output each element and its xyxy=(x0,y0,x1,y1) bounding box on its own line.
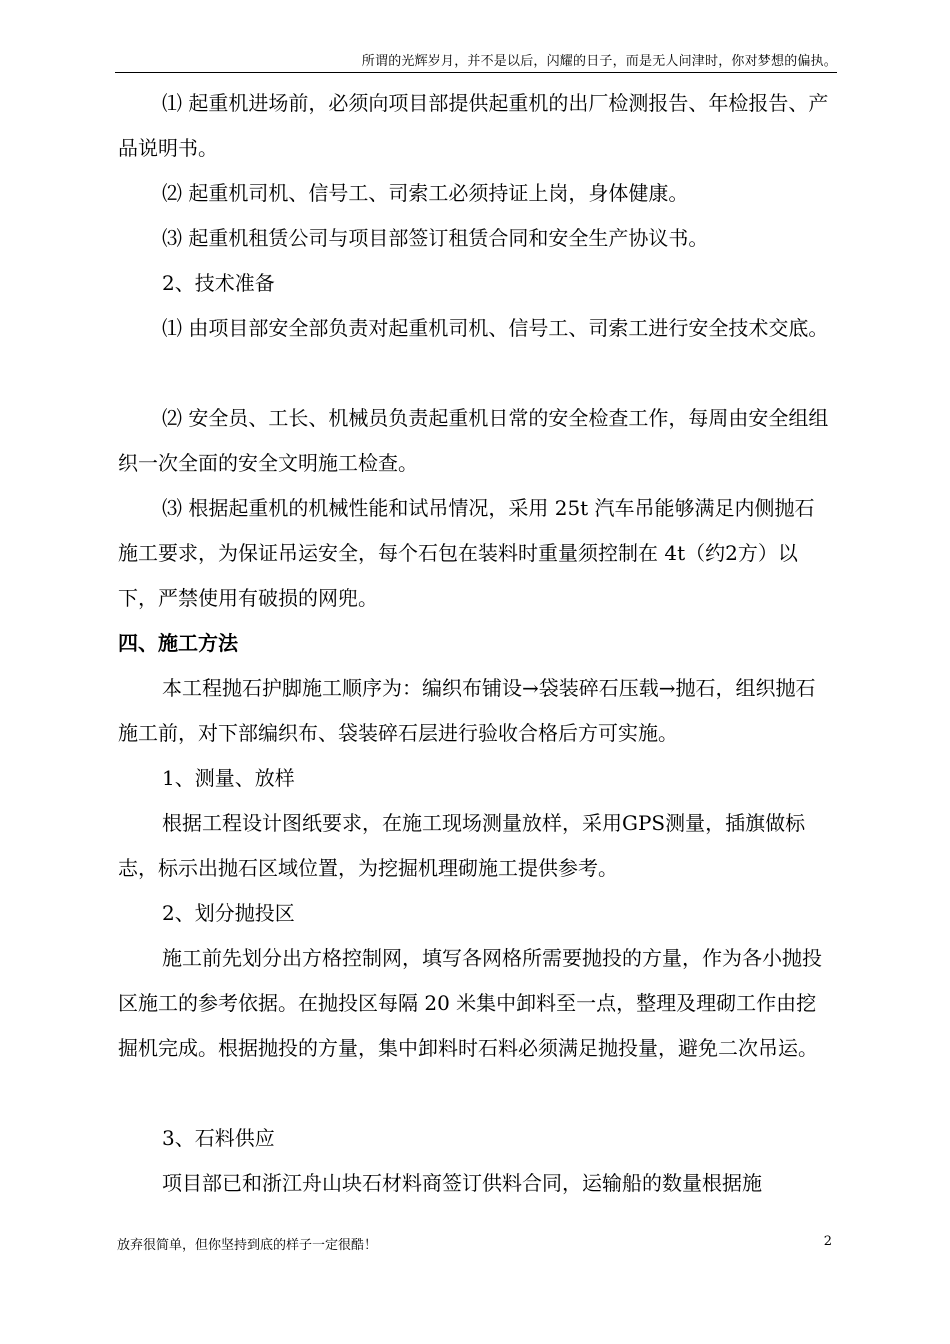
subheading-tech-prep: 2、技术准备 xyxy=(162,271,275,295)
footer-page-number: 2 xyxy=(823,1234,832,1249)
paragraph-construction-sequence: 本工程抛石护脚施工顺序为：编织布铺设→袋装碎石压载→抛石，组织抛石施工前，对下部编织布、袋装碎石层进行验收合格后方可实施。 xyxy=(118,676,816,745)
section-heading-methods: 四、施工方法 xyxy=(118,631,238,655)
paragraph-crane-capacity: ⑶ 根据起重机的机械性能和试吊情况，采用 25t 汽车吊能够满足内侧抛石施工要求，为保证吊运安全，每个石包在装料时重量须控制在 4t（约2方）以下，严禁使用有破损的网兜。 xyxy=(118,496,815,610)
paragraph-survey: 根据工程设计图纸要求，在施工现场测量放样，采用GPS测量，插旗做标志，标示出抛石区域位置，为挖掘机理砌施工提供参考。 xyxy=(118,811,806,880)
paragraph-crane-operators: ⑵ 起重机司机、信号工、司索工必须持证上岗，身体健康。 xyxy=(162,181,689,205)
paragraph-lease-contract: ⑶ 起重机租赁公司与项目部签订租赁合同和安全生产协议书。 xyxy=(162,226,709,250)
paragraph-stone-supply: 项目部已和浙江舟山块石材料商签订供料合同，运输船的数量根据施 xyxy=(162,1171,762,1195)
footer-slogan: 放弃很简单，但你坚持到底的样子一定很酷！ xyxy=(117,1238,378,1253)
header-motto: 所谓的光辉岁月，并不是以后，闪耀的日子，而是无人问津时，你对梦想的偏执。 xyxy=(361,54,837,69)
paragraph-zones: 施工前先划分出方格控制网，填写各网格所需要抛投的方量，作为各小抛投区施工的参考依据。在抛投区每隔 20 米集中卸料至一点，整理及理砌工作由挖掘机完成。根据抛投的方量，集中卸料时石料必须满足抛投量，避免二次吊运。 xyxy=(118,946,822,1060)
paragraph-safety-briefing: ⑴ 由项目部安全部负责对起重机司机、信号工、司索工进行安全技术交底。 xyxy=(162,316,829,340)
paragraph-safety-inspection: ⑵ 安全员、工长、机械员负责起重机日常的安全检查工作，每周由安全组组织一次全面的安全文明施工检查。 xyxy=(118,406,829,475)
header-rule xyxy=(115,72,837,73)
subheading-survey: 1、测量、放样 xyxy=(162,766,295,790)
subheading-zones: 2、划分抛投区 xyxy=(162,901,295,925)
subheading-stone-supply: 3、石料供应 xyxy=(162,1126,275,1150)
paragraph-crane-documents: ⑴ 起重机进场前，必须向项目部提供起重机的出厂检测报告、年检报告、产品说明书。 xyxy=(118,91,829,160)
